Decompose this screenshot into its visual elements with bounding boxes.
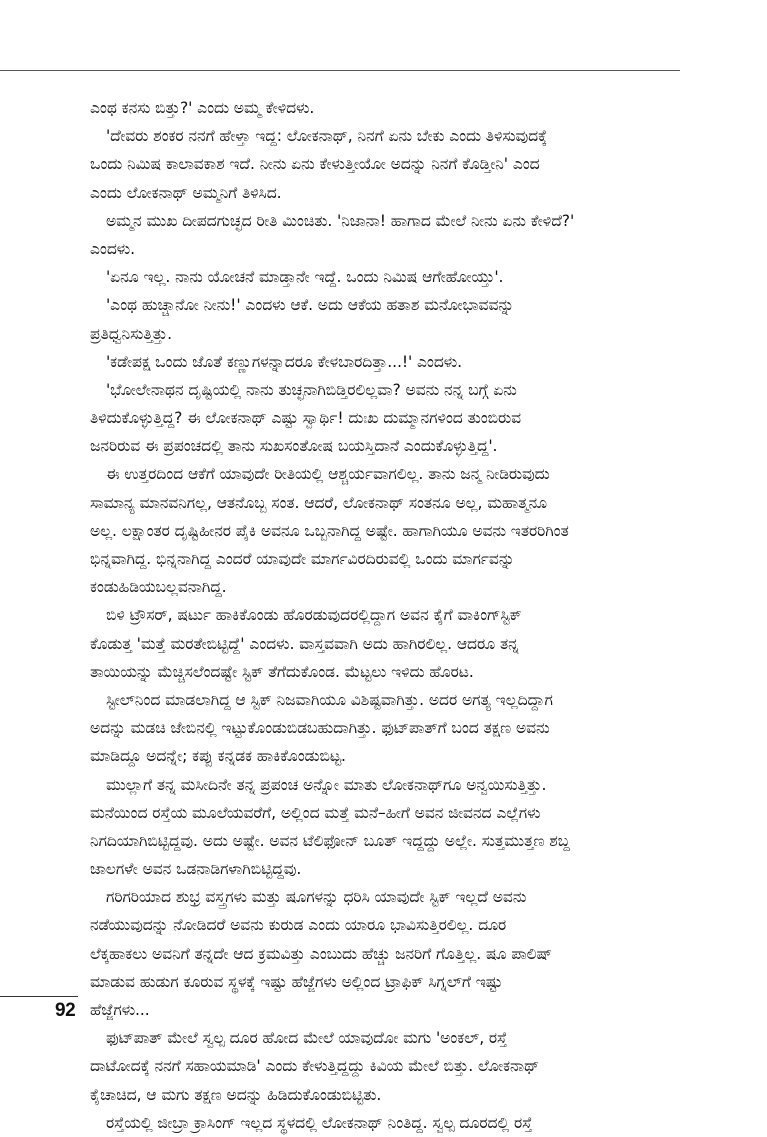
text-line: ರಸ್ತೆಯಲ್ಲಿ ಜೀಬ್ರಾ ಕ್ರಾಸಿಂಗ್ ಇಲ್ಲದ ಸ್ಥಳದಲ್ಲಿ ಲೋಕನಾಥ್ ನಿಂತಿದ್ದ. ಸ್ವಲ್ಪ ದೂರದಲ್ಲಿ ರಸ್ತೆ: [106, 1113, 533, 1132]
text-line: ಕೈಚಾಚಿದ, ಆ ಮಗು ತಕ್ಷಣ ಅದನ್ನು ಹಿಡಿದುಕೊಂಡುಬಿಟ್ಟಿತು.: [90, 1085, 382, 1104]
text-line: ಅಮ್ಮನ ಮುಖ ದೀಪದಗುಚ್ಛದ ರೀತಿ ಮಿಂಚಿತು. 'ನಿಜಾನಾ! ಹಾಗಾದ ಮೇಲೆ ನೀನು ಏನು ಕೇಳಿದೆ?': [106, 211, 575, 230]
text-line: ಸ್ಟೀಲ್‌ನಿಂದ ಮಾಡಲಾಗಿದ್ದ ಆ ಸ್ಟಿಕ್ ನಿಜವಾಗಿಯೂ ವಿಶಿಷ್ಟವಾಗಿತ್ತು. ಅದರ ಅಗತ್ಯ ಇಲ್ಲದಿದ್ದಾಗ: [106, 690, 553, 709]
text-line: 'ಏನೂ ಇಲ್ಲ. ನಾನು ಯೋಚನೆ ಮಾಡ್ತಾನೇ ಇದ್ದೆ. ಒಂದು ನಿಮಿಷ ಆಗೇಹೋಯ್ತು'.: [106, 268, 504, 287]
body-text: [90, 94, 650, 1137]
text-line: ಅದನ್ನು ಮಡಚಿ ಜೇಬಿನಲ್ಲಿ ಇಟ್ಟುಕೊಂಡುಬಿಡಬಹುದಾಗಿತ್ತು. ಫುಟ್‌ಪಾತ್‌ಗೆ ಬಂದ ತಕ್ಷಣ ಅವನು: [90, 719, 550, 738]
text-line: ಜಾಲಗಳೇ ಅವನ ಒಡನಾಡಿಗಳಾಗಿಬಿಟ್ಟಿದ್ದವು.: [90, 860, 302, 879]
text-line: ಭಿನ್ನವಾಗಿದ್ದ. ಭಿನ್ನನಾಗಿದ್ದ ಎಂದರೆ ಯಾವುದೇ ಮಾರ್ಗವಿರದಿರುವಲ್ಲಿ ಒಂದು ಮಾರ್ಗವನ್ನು: [90, 550, 515, 568]
text-line: ಎಂದು ಲೋಕನಾಥ್ ಅಮ್ಮನಿಗೆ ತಿಳಿಸಿದ.: [90, 183, 282, 202]
text-line: ಪ್ರತಿಧ್ವನಿಸುತ್ತಿತ್ತು.: [90, 324, 173, 343]
text-line: ತಾಯಿಯನ್ನು ಮೆಚ್ಚಿಸಲೆಂದಷ್ಟೇ ಸ್ಟಿಕ್ ತೆಗೆದುಕೊಂಡ. ಮೆಟ್ಟಲು ಇಳಿದು ಹೊರಟ.: [90, 662, 474, 681]
text-line: 'ಭೋಲೇನಾಥನ ದೃಷ್ಟಿಯಲ್ಲಿ ನಾನು ತುಚ್ಛನಾಗಿಬಿಡ್ತಿರಲಿಲ್ಲವಾ? ಅವನು ನನ್ನ ಬಗ್ಗೆ ಏನು: [106, 380, 517, 399]
text-line: ಈ ಉತ್ತರದಿಂದ ಆಕೆಗೆ ಯಾವುದೇ ರೀತಿಯಲ್ಲಿ ಆಶ್ಚರ್ಯವಾಗಲಿಲ್ಲ. ತಾನು ಜನ್ಮ ನೀಡಿರುವುದು: [106, 465, 550, 484]
text-line: ತಿಳಿದುಕೊಳ್ಳುತ್ತಿದ್ದ? ಈ ಲೋಕನಾಥ್ ಎಷ್ಟು ಸ್ವಾರ್ಥಿ! ದುಃಖ ದುಮ್ಮಾನಗಳಿಂದ ತುಂಬಿರುವ: [90, 409, 522, 428]
text-line: ಫುಟ್‌ಪಾತ್ ಮೇಲೆ ಸ್ವಲ್ಪ ದೂರ ಹೋದ ಮೇಲೆ ಯಾವುದೋ ಮಗು 'ಅಂಕಲ್, ರಸ್ತೆ: [106, 1029, 508, 1048]
text-line: ಮಾಡುವ ಹುಡುಗ ಕೂರುವ ಸ್ಥಳಕ್ಕೆ ಇಷ್ಟು ಹೆಜ್ಜೆಗಳು ಅಲ್ಲಿಂದ ಟ್ರಾಫಿಕ್ ಸಿಗ್ನಲ್‌ಗೆ ಇಷ್ಟು: [90, 972, 503, 991]
text-line: ಮುಲ್ಲಾಗೆ ತನ್ನ ಮಸೀದಿನೇ ತನ್ನ ಪ್ರಪಂಚ ಅನ್ನೋ ಮಾತು ಲೋಕನಾಥ್‌ಗೂ ಅನ್ವಯಿಸುತ್ತಿತ್ತು.: [106, 775, 547, 794]
text-line: ಎಂದಳು.: [90, 239, 135, 258]
text-line: ಅಲ್ಲ. ಲಕ್ಷಾಂತರ ದೃಷ್ಟಿಹೀನರ ಪೈಕಿ ಅವನೂ ಒಬ್ಬನಾಗಿದ್ದ ಅಷ್ಟೇ. ಹಾಗಾಗಿಯೂ ಅವನು ಇತರರಿಗಿಂತ: [90, 521, 569, 540]
text-line: ಕಂಡುಹಿಡಿಯಬಲ್ಲವನಾಗಿದ್ದ.: [90, 578, 227, 597]
text-line: ಮಾಡಿದ್ದೂ ಅದನ್ನೇ; ಕಪ್ಪು ಕನ್ನಡಕ ಹಾಕಿಕೊಂಡುಬಿಟ್ಟ.: [90, 747, 346, 766]
text-line: ಗರಿಗರಿಯಾದ ಶುಭ್ರ ವಸ್ತ್ರಗಳು ಮತ್ತು ಷೂಗಳನ್ನು ಧರಿಸಿ ಯಾವುದೇ ಸ್ಟಿಕ್ ಇಲ್ಲದೆ ಅವನು: [106, 888, 527, 907]
text-line: ಲೆಕ್ಕಹಾಕಲು ಅವನಿಗೆ ತನ್ನದೇ ಆದ ಕ್ರಮವಿತ್ತು ಎಂಬುದು ಹೆಚ್ಚು ಜನರಿಗೆ ಗೊತ್ತಿಲ್ಲ. ಷೂ ಪಾಲಿಷ್: [90, 944, 553, 963]
text-line: ಒಂದು ನಿಮಿಷ ಕಾಲಾವಕಾಶ ಇದೆ. ನೀನು ಏನು ಕೇಳುತ್ತೀಯೋ ಅದನ್ನು ನಿನಗೆ ಕೊಡ್ತೀನಿ' ಎಂದ: [90, 155, 540, 174]
text-line: ಹೆಜ್ಜೆಗಳು...: [90, 1001, 150, 1019]
text-line: ದಾಟೋದಕ್ಕೆ ನನಗೆ ಸಹಾಯಮಾಡಿ' ಎಂದು ಕೇಳುತ್ತಿದ್ದದ್ದು ಕಿವಿಯ ಮೇಲೆ ಬಿತ್ತು. ಲೋಕನಾಥ್: [90, 1057, 540, 1076]
page-number: 92: [55, 1000, 76, 1021]
text-line: ಎಂಥ ಕನಸು ಬಿತ್ತು?' ಎಂದು ಅಮ್ಮ ಕೇಳಿದಳು.: [90, 99, 315, 117]
header-rule: [0, 70, 680, 71]
text-line: 'ಎಂಥ ಹುಚ್ಚಾನೋ ನೀನು!' ಎಂದಳು ಆಕೆ. ಅದು ಆಕೆಯ ಹತಾಶ ಮನೋಭಾವವನ್ನು: [106, 296, 515, 315]
text-line: 'ಕಡೇಪಕ್ಷ ಒಂದು ಜೊತೆ ಕಣ್ಣುಗಳನ್ನಾದರೂ ಕೇಳಬಾರದಿತ್ತಾ...!' ಎಂದಳು.: [106, 352, 462, 371]
text-line: ಸಾಮಾನ್ಯ ಮಾನವನಿಗಲ್ಲ, ಆತನೊಬ್ಬ ಸಂತ. ಆದರೆ, ಲೋಕನಾಥ್ ಸಂತನೂ ಅಲ್ಲ, ಮಹಾತ್ಮನೂ: [90, 493, 547, 512]
text-line: 'ದೇವರು ಶಂಕರ ನನಗೆ ಹೇಳ್ತಾ ಇದ್ದ: ಲೋಕನಾಥ್, ನಿನಗೆ ಏನು ಬೇಕು ಎಂದು ತಿಳಿಸುವುದಕ್ಕೆ: [106, 127, 548, 146]
footer-rule: [0, 996, 78, 997]
text-line: ಕೊಡುತ್ತ 'ಮತ್ತೆ ಮರತೇಬಿಟ್ಟಿದ್ದೆ' ಎಂದಳು. ವಾಸ್ತವವಾಗಿ ಅದು ಹಾಗಿರಲಿಲ್ಲ. ಆದರೂ ತನ್ನ: [90, 634, 519, 653]
text-line: ನಡೆಯುವುದನ್ನು ನೋಡಿದರೆ ಅವನು ಕುರುಡ ಎಂದು ಯಾರೂ ಭಾವಿಸುತ್ತಿರಲಿಲ್ಲ. ದೂರ: [90, 916, 507, 935]
text-line: ಬಿಳಿ ಟ್ರೌಸರ್, ಷರ್ಟು ಹಾಕಿಕೊಂಡು ಹೊರಡುವುದರಲ್ಲಿದ್ದಾಗ ಅವನ ಕೈಗೆ ವಾಕಿಂಗ್‌ಸ್ಟಿಕ್: [106, 606, 522, 625]
text-line: ನಿಗದಿಯಾಗಿಬಿಟ್ಟಿದ್ದವು. ಅದು ಅಷ್ಟೇ. ಅವನ ಟೆಲಿಫೋನ್ ಬೂತ್ ಇದ್ದದ್ದು ಅಲ್ಲೇ. ಸುತ್ತಮುತ್ತಣ ಶಬ್ದ: [90, 831, 570, 850]
text-line: ಮನೆಯಿಂದ ರಸ್ತೆಯ ಮೂಲೆಯವರೆಗೆ, ಅಲ್ಲಿಂದ ಮತ್ತೆ ಮನೆ–ಹೀಗೆ ಅವನ ಜೀವನದ ಎಲ್ಲೆಗಳು: [90, 803, 541, 822]
text-line: ಜನರಿರುವ ಈ ಪ್ರಪಂಚದಲ್ಲಿ ತಾನು ಸುಖಸಂತೋಷ ಬಯಸ್ತಿದಾನೆ ಎಂದುಕೊಳ್ಳುತ್ತಿದ್ದ'.: [90, 437, 498, 456]
